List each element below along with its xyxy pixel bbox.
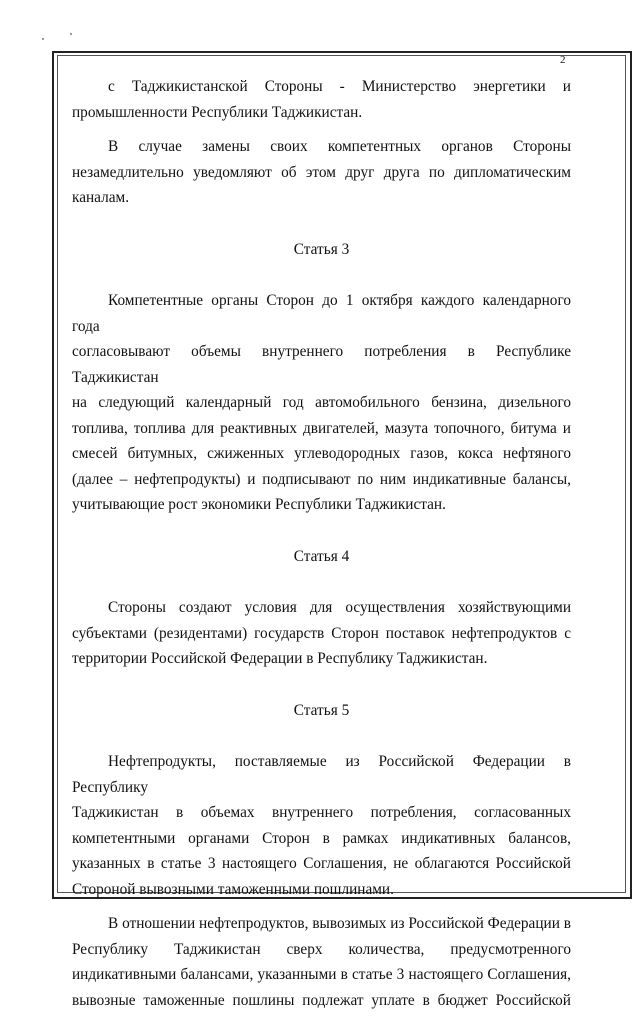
paragraph	[72, 74, 571, 125]
paragraph-line: указанных в статье 3 настоящего Соглашения, не облагаются Российской	[72, 855, 571, 872]
paragraph-line: на следующий календарный год автомобильного бензина, дизельного	[72, 394, 571, 411]
paragraph-line: В отношении нефтепродуктов, вывозимых из Российской Федерации в	[108, 915, 571, 932]
paragraph-line: вывозные таможенные пошлины подлежат уплате в бюджет Российской	[72, 991, 571, 1009]
scan-speck	[70, 33, 72, 35]
paragraph	[72, 134, 571, 211]
paragraph-line: территории Российской Федерации в Республику Таджикистан.	[72, 650, 488, 667]
paragraph-line: В случае замены своих компетентных органов Стороны	[108, 138, 571, 155]
paragraph-line: топлива, топлива для реактивных двигателей, мазута топочного, битума и	[72, 419, 571, 437]
article-heading: Статья 3	[293, 240, 350, 258]
paragraph-line: субъектами (резидентами) государств Сторон поставок нефтепродуктов с	[72, 624, 571, 642]
paragraph-line: учитывающие рост экономики Республики Таджикистан.	[72, 496, 446, 513]
paragraph-line: (далее – нефтепродукты) и подписывают по ним индикативные балансы,	[72, 470, 571, 488]
paragraph-line: Стороной вывозными таможенными пошлинами.	[72, 880, 394, 898]
paragraph-line: компетентными органами Сторон в рамках индикативных балансов,	[72, 829, 571, 847]
scan-speck	[42, 38, 44, 40]
document-body	[72, 74, 571, 1022]
paragraph-line: Компетентные органы Сторон до 1 октября каждого календарного года	[72, 292, 571, 335]
paragraph-line: незамедлительно уведомляют об этом друг друга по дипломатическим	[72, 163, 571, 181]
paragraph-line: согласовывают объемы внутреннего потребления в Республике Таджикистан	[72, 343, 571, 386]
paragraph-line: индикативными балансами, указанными в статье 3 настоящего Соглашения,	[72, 966, 571, 983]
paragraph	[72, 749, 571, 902]
page-number: 2	[560, 54, 566, 66]
paragraph-line: Таджикистан в объемах внутреннего потребления, согласованных	[72, 804, 571, 821]
paragraph	[72, 595, 571, 672]
paragraph-line: промышленности Республики Таджикистан.	[72, 103, 363, 121]
paragraph-line: Республику Таджикистан сверх количества, предусмотренного	[72, 940, 571, 958]
article-heading: Статья 5	[293, 701, 350, 719]
paragraph-line: с Таджикистанской Стороны - Министерство энергетики и	[108, 78, 571, 95]
paragraph-line: Нефтепродукты, поставляемые из Российской Федерации в Республику	[72, 753, 571, 796]
article-heading: Статья 4	[293, 547, 350, 565]
paragraph-line: Стороны создают условия для осуществления хозяйствующими	[108, 599, 571, 616]
paragraph-line: смесей битумных, сжиженных углеводородных газов, кокса нефтяного	[72, 445, 571, 462]
paragraph	[72, 288, 571, 518]
paragraph-line: каналам.	[72, 189, 130, 206]
paragraph	[72, 911, 571, 1013]
